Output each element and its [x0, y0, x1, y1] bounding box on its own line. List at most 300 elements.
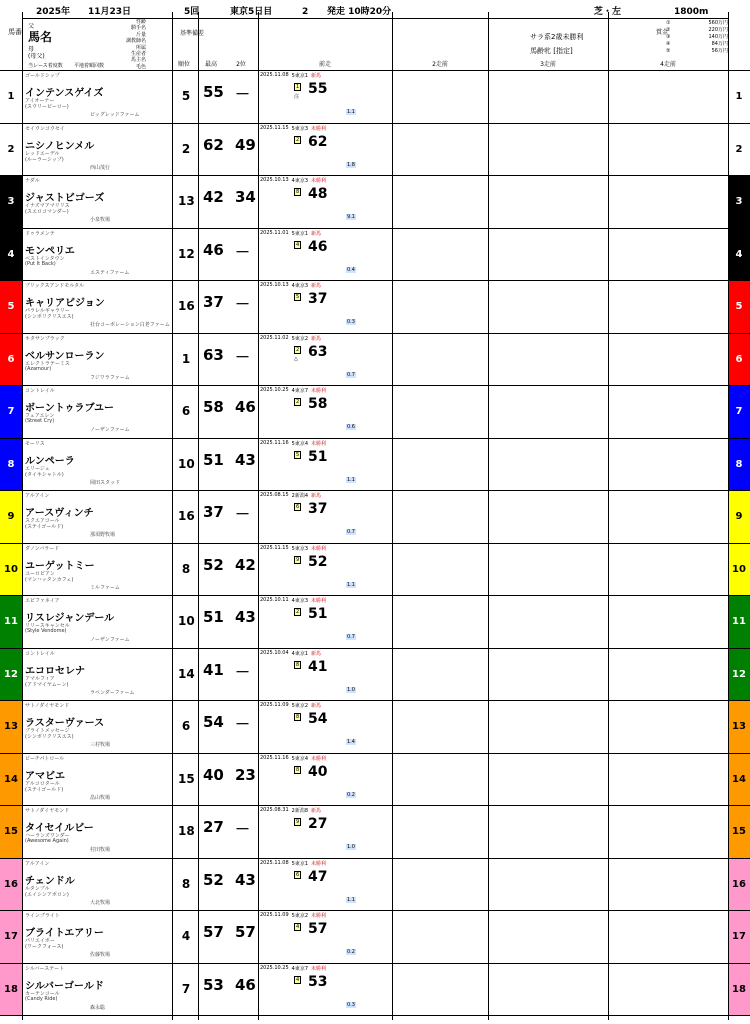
- umaban-left: 13: [0, 701, 22, 753]
- prev-figure: 52: [308, 553, 328, 570]
- dam-name: ベストインタウン: [25, 255, 65, 262]
- rank-value: 4: [181, 929, 191, 943]
- umaban-left: 7: [0, 386, 22, 438]
- col-sansomae: 3走前: [540, 61, 556, 68]
- prev-venue: 2新潟8: [291, 808, 309, 814]
- damsire-name: (Awesome Again): [25, 838, 69, 844]
- dam-name: リリースキャンセル: [25, 623, 70, 629]
- dam-name: カーテンコール: [25, 990, 60, 997]
- prev-position: 2: [296, 346, 300, 353]
- prize-label: 賞金: [656, 29, 669, 36]
- top-figure: 37: [203, 293, 224, 311]
- prev-venue: 4東京7: [291, 388, 309, 394]
- top-figure: 46: [203, 240, 224, 259]
- prev-race[interactable]: [260, 911, 390, 963]
- umaban-label: 馬番: [8, 28, 22, 36]
- col-second: 2位: [236, 61, 246, 68]
- col-zenso: 前走: [318, 61, 331, 68]
- horse-name[interactable]: ユーゲットミー: [25, 560, 95, 572]
- venue: 東京5日目: [230, 7, 273, 17]
- dam-name: アルコロタール: [25, 780, 60, 787]
- horse-row[interactable]: [0, 175, 750, 228]
- top-figure: 51: [203, 450, 224, 469]
- prev-race[interactable]: [260, 701, 390, 753]
- prev-figure: 51: [308, 606, 328, 622]
- race-number: 2: [302, 7, 309, 17]
- horse-name[interactable]: チェンドル: [25, 875, 75, 887]
- prev-odds: 1.8: [347, 161, 355, 168]
- kai: 5回: [184, 7, 200, 17]
- dam-name: ハーランズワンダー: [25, 833, 70, 839]
- umaban-left: 18: [0, 964, 22, 1016]
- horse-name[interactable]: モンペリエ: [25, 245, 75, 257]
- prev-figure: 55: [308, 81, 328, 97]
- prev-position: 6: [296, 871, 300, 878]
- horse-name[interactable]: ニシノヒンメル: [25, 140, 95, 152]
- prev-figure: 57: [308, 921, 328, 937]
- col-saikou: 最高: [204, 61, 217, 68]
- damsire-name: (アドマイヤムーン): [25, 681, 69, 688]
- prev-race-header: [260, 701, 390, 709]
- prev-position: 9: [296, 556, 300, 563]
- dam-name: エリージェ: [25, 465, 50, 472]
- prev-venue: 5東京2: [291, 703, 309, 709]
- owner-name: 西山茂行: [90, 164, 111, 171]
- prev-class: 新馬: [311, 283, 322, 289]
- damsire-name: (スエロコマンダー): [25, 209, 69, 215]
- race-name: サラ系2歳未勝利: [530, 33, 584, 41]
- prev-date: 2025.08.31: [260, 807, 289, 813]
- sire-name: コントレイル: [25, 650, 55, 657]
- owner-name: 大北牧場: [90, 899, 111, 906]
- second-figure: 34: [235, 188, 256, 206]
- prev-odds: 1.1: [347, 476, 355, 483]
- prev-class: 未勝利: [311, 598, 327, 604]
- umaban-right: 14: [728, 754, 750, 806]
- horse-row[interactable]: [0, 753, 750, 806]
- prev-class: 新馬: [311, 808, 322, 814]
- dam-name: ルタンブル: [25, 885, 50, 892]
- umaban-right: 4: [728, 229, 750, 281]
- horse-name[interactable]: アースヴィンチ: [25, 508, 94, 519]
- second-figure: －: [235, 715, 251, 733]
- second-figure: －: [235, 662, 251, 681]
- post-time: 発走 10時20分: [327, 7, 392, 17]
- rank-value: 15: [178, 771, 195, 786]
- chichi-label: 父: [28, 23, 35, 30]
- prev-race-header: [260, 544, 390, 552]
- grid-line: [608, 12, 609, 1020]
- top-figure: 57: [203, 923, 224, 941]
- umaban-left: 8: [0, 439, 22, 491]
- horse-row[interactable]: [0, 385, 750, 438]
- damsire-name: (エイシンアポロン): [25, 891, 69, 898]
- dam-name: アマルフィア: [25, 675, 55, 682]
- top-figure: 54: [203, 713, 224, 731]
- horse-name[interactable]: ジャストビゴーズ: [25, 193, 105, 204]
- grid-line: [258, 12, 259, 1020]
- date: 11月23日: [88, 7, 132, 17]
- second-figure: －: [235, 242, 251, 261]
- rank-value: 7: [181, 981, 191, 996]
- prev-race[interactable]: [260, 964, 390, 1016]
- prev-venue: 5東京4: [291, 755, 309, 762]
- prev-date: 2025.08.15: [260, 492, 289, 498]
- damsire-name: (Style Vendome): [25, 628, 67, 634]
- grid-line: [172, 12, 173, 1020]
- second-figure: －: [235, 505, 251, 523]
- prev-position: 5: [296, 294, 300, 300]
- dam-name: レッドエーデル: [25, 150, 60, 157]
- prev-date: 2025.11.09: [260, 912, 289, 918]
- prev-odds: 0.7: [347, 529, 355, 535]
- prev-date: 2025.11.15: [260, 124, 289, 131]
- prev-odds: 1.1: [347, 109, 355, 115]
- umaban-left: 2: [0, 124, 22, 176]
- damsire-name: (Put It Back): [25, 260, 56, 267]
- owner-name: ミルファーム: [90, 584, 120, 591]
- sire-name: アルアイン: [25, 860, 50, 867]
- prev-race[interactable]: [260, 281, 390, 333]
- prev-class: 未勝利: [311, 860, 327, 867]
- prev-race[interactable]: [260, 439, 390, 491]
- prev-position: 8: [296, 661, 300, 668]
- prev-venue: 4東京7: [291, 965, 309, 972]
- dam-name: ユーロピアン: [25, 570, 55, 577]
- prev-class: 未勝利: [311, 913, 327, 919]
- prev-date: 2025.11.09: [260, 702, 289, 708]
- rank-value: 16: [178, 509, 195, 523]
- prev-date: 2025.10.13: [260, 282, 289, 288]
- prev-race-header: [260, 596, 390, 604]
- umaban-left: 1: [0, 71, 22, 123]
- rank-value: 6: [181, 404, 191, 418]
- prev-date: 2025.10.13: [260, 177, 289, 183]
- horse-name[interactable]: シルバーゴールド: [25, 980, 104, 992]
- sire-name: ラインブライト: [25, 913, 60, 919]
- horse-row[interactable]: [0, 858, 750, 911]
- owner-name: 森永聡: [90, 1004, 106, 1011]
- second-figure: 43: [235, 450, 256, 469]
- horse-row[interactable]: [0, 700, 750, 753]
- prev-class: 未勝利: [311, 388, 327, 394]
- prev-race[interactable]: [260, 386, 390, 438]
- prev-race[interactable]: [260, 176, 390, 228]
- umaban-right: 6: [728, 334, 750, 386]
- prev-figure: 53: [308, 973, 328, 990]
- damsire-name: (ワークフォース): [25, 944, 64, 950]
- damsire-name: (タイキシャトル): [25, 471, 64, 478]
- umaban-left: 5: [0, 281, 22, 333]
- prev-date: 2025.10.11: [260, 597, 289, 603]
- damsire-name: (ルーラーシップ): [25, 156, 64, 163]
- top-figure: 42: [203, 188, 224, 206]
- owner-name: 三村牧場: [90, 742, 111, 748]
- horse-row[interactable]: [0, 490, 750, 543]
- top-figure: 58: [203, 398, 224, 416]
- horse-row[interactable]: [0, 123, 750, 176]
- prev-date: 2025.11.02: [260, 334, 289, 341]
- grid-line: [198, 12, 199, 1020]
- prev-figure: 62: [308, 133, 328, 150]
- dam-name: ブライトメッセージ: [25, 728, 70, 734]
- header-top-row: [22, 6, 728, 19]
- dam-name: フェアエレン: [25, 413, 55, 419]
- prev-date: 2025.11.16: [260, 754, 289, 761]
- prev-date: 2025.10.25: [260, 387, 289, 393]
- prev-class: 未勝利: [311, 178, 327, 184]
- prev-venue: 5東京3: [291, 545, 309, 552]
- horse-row[interactable]: [0, 333, 750, 386]
- prev-odds: 0.2: [347, 949, 355, 955]
- prev-figure: 48: [308, 186, 328, 202]
- haha-label: 母: [28, 46, 35, 53]
- prev-venue: 5東京1: [291, 230, 309, 237]
- horse-row[interactable]: [0, 963, 750, 1016]
- umaban-right: 18: [728, 964, 750, 1016]
- prev-race[interactable]: [260, 229, 390, 281]
- prev-race[interactable]: [260, 491, 390, 543]
- prev-race[interactable]: [260, 71, 390, 123]
- prev-odds: 0.6: [347, 424, 355, 430]
- prev-class: 未勝利: [311, 125, 327, 132]
- prev-venue: 4東京3: [291, 283, 309, 289]
- umaban-right: 12: [728, 649, 750, 701]
- damsire-name: (シンボリクリスエス): [25, 734, 74, 740]
- prev-figure: 37: [308, 291, 328, 307]
- second-figure: 46: [235, 398, 256, 416]
- sire-name: シルバーステート: [25, 965, 65, 972]
- prev-odds: 0.2: [347, 791, 355, 798]
- prev-race[interactable]: [260, 806, 390, 858]
- horse-name[interactable]: リスレジャンデール: [25, 613, 115, 624]
- col-label: 騎手名: [130, 25, 146, 32]
- owner-name: エスティファーム: [90, 269, 130, 276]
- prize-item: ③ 140万円: [666, 34, 728, 40]
- dam-name: パラレルギャラリー: [25, 308, 70, 314]
- umaban-left: 4: [0, 229, 22, 281]
- horse-name[interactable]: キャリアビジョン: [25, 298, 105, 309]
- prev-figure: 37: [308, 501, 328, 517]
- prev-figure: 47: [308, 868, 328, 885]
- prev-date: 2025.10.25: [260, 964, 289, 971]
- dam-name: アイオーナー: [25, 98, 55, 104]
- prev-venue: 5東京1: [291, 73, 309, 79]
- sire-name: ブリックスアンドモルタル: [25, 283, 85, 289]
- sire-name: キタサンブラック: [25, 335, 65, 342]
- damsire-name: (Azamour): [25, 365, 52, 372]
- rank-value: 14: [178, 666, 195, 681]
- prev-class: 新馬: [311, 493, 322, 499]
- prev-race-header: [260, 491, 390, 499]
- prev-figure: 54: [308, 711, 328, 727]
- prev-race[interactable]: [260, 544, 390, 596]
- prev-race[interactable]: [260, 124, 390, 176]
- second-figure: －: [235, 295, 251, 313]
- umaban-right: 9: [728, 491, 750, 543]
- top-figure: 52: [203, 555, 224, 574]
- horse-row[interactable]: [0, 595, 750, 648]
- prev-position: 1: [296, 84, 300, 90]
- table-bottom-border: [0, 1015, 750, 1016]
- prev-race-header: [260, 911, 390, 919]
- prev-venue: 5東京4: [291, 440, 309, 447]
- umaban-right: 10: [728, 544, 750, 596]
- sire-name: サトノダイヤモンド: [25, 703, 70, 709]
- prev-class: 新馬: [311, 335, 322, 342]
- horse-row[interactable]: [0, 805, 750, 858]
- horse-name[interactable]: ルンペーラ: [25, 455, 75, 467]
- prev-race[interactable]: [260, 649, 390, 701]
- horse-row[interactable]: [0, 910, 750, 963]
- prev-position: 2: [296, 136, 300, 143]
- prize-item: ① 560万円: [666, 20, 728, 26]
- prev-class: 新馬: [311, 230, 322, 237]
- umaban-right: 3: [728, 176, 750, 228]
- prev-date: 2025.11.16: [260, 439, 289, 446]
- umaban-left: 9: [0, 491, 22, 543]
- prev-results-label: 当レース着度数: [28, 63, 63, 69]
- top-figure: 41: [203, 660, 224, 679]
- sire-name: セイウンコウセイ: [25, 125, 65, 132]
- col-label: 生産者: [130, 51, 146, 58]
- prev-venue: 5東京2: [291, 913, 309, 919]
- prev-figure: 58: [308, 396, 328, 412]
- prev-figure: 51: [308, 448, 328, 465]
- prev-class: 未勝利: [311, 965, 327, 972]
- hahachichi-label: (母父): [28, 53, 45, 60]
- umaban-right: 11: [728, 596, 750, 648]
- col-nisomae: 2走前: [432, 61, 448, 68]
- prev-race-header: [260, 806, 390, 814]
- horse-row[interactable]: [0, 438, 750, 491]
- second-figure: －: [235, 347, 251, 366]
- owner-name: ラベンダーファーム: [90, 689, 135, 696]
- prev-odds: 1.0: [347, 686, 355, 693]
- prev-race-header: [260, 386, 390, 394]
- surface: 芝・左: [594, 7, 622, 17]
- sire-name: コントレイル: [25, 388, 55, 394]
- prev-venue: 5東京2: [291, 335, 309, 342]
- umaban-left: 12: [0, 649, 22, 701]
- prev-race[interactable]: [260, 859, 390, 911]
- prev-position: 9: [296, 819, 300, 825]
- owner-name: フジワラファーム: [90, 374, 130, 381]
- prev-position: 4: [296, 241, 300, 248]
- sire-name: エピファネイア: [25, 598, 60, 604]
- prev-date: 2025.11.08: [260, 859, 289, 866]
- damsire-name: (Street Cry): [25, 418, 55, 424]
- horse-row[interactable]: [0, 228, 750, 281]
- horse-name[interactable]: インテンスゲイズ: [25, 88, 104, 99]
- prev-race-header: [260, 754, 390, 762]
- prev-odds: 1.0: [347, 844, 355, 850]
- horse-name[interactable]: ボーントゥラブユー: [25, 403, 115, 414]
- prev-position: 6: [296, 504, 300, 510]
- second-figure: 43: [235, 608, 256, 626]
- rank-value: 2: [181, 141, 191, 156]
- bamei-label: 馬名: [28, 30, 53, 44]
- prev-venue: 2新潟4: [291, 493, 309, 499]
- horse-name[interactable]: タイセイルビー: [25, 823, 94, 834]
- prev-class: 新馬: [311, 650, 322, 657]
- sire-name: モーリス: [25, 440, 45, 447]
- prev-race-header: [260, 71, 390, 79]
- horse-name[interactable]: ブライトエアリー: [25, 928, 104, 939]
- distance: 1800m: [674, 7, 709, 17]
- second-figure: 46: [235, 975, 256, 994]
- owner-name: ノーザンファーム: [90, 427, 130, 433]
- damsire-name: (スウリーピーロー): [25, 104, 69, 110]
- prev-race[interactable]: [260, 596, 390, 648]
- horse-row[interactable]: [0, 543, 750, 596]
- horse-name[interactable]: エコロセレナ: [25, 665, 85, 677]
- horse-row[interactable]: [0, 648, 750, 701]
- top-figure: 40: [203, 765, 224, 784]
- prev-results-right: 平地着順回数: [74, 63, 105, 69]
- col-ninki: 順位: [177, 61, 190, 68]
- umaban-left: 11: [0, 596, 22, 648]
- prev-position: 4: [296, 976, 300, 983]
- owner-name: 岡田スタッド: [90, 479, 121, 486]
- prev-class: 未勝利: [311, 440, 327, 447]
- prev-class: 新馬: [311, 703, 322, 709]
- prev-position: 2: [296, 609, 300, 615]
- prev-odds: 0.7: [347, 371, 355, 378]
- prev-race[interactable]: [260, 334, 390, 386]
- prev-race-header: [260, 334, 390, 342]
- umaban-right: 8: [728, 439, 750, 491]
- horse-name[interactable]: ベルサンローラン: [25, 350, 105, 362]
- col-label: 毛色: [135, 63, 146, 70]
- horse-row[interactable]: [0, 280, 750, 333]
- top-figure: 55: [203, 83, 224, 101]
- prev-race-header: [260, 439, 390, 447]
- prev-race-header: [260, 859, 390, 867]
- prev-figure: 41: [308, 658, 328, 675]
- horse-name[interactable]: ラスターヴァース: [25, 718, 105, 729]
- second-figure: 43: [235, 870, 256, 889]
- prev-date: 2025.11.15: [260, 544, 289, 551]
- prev-odds: 1.1: [347, 896, 355, 903]
- top-figure: 63: [203, 345, 224, 364]
- rank-value: 13: [178, 194, 195, 208]
- rank-value: 6: [181, 719, 191, 733]
- prev-position: 2: [296, 399, 300, 405]
- prev-race[interactable]: [260, 754, 390, 806]
- prev-figure: 63: [308, 343, 328, 360]
- top-figure: 51: [203, 608, 224, 626]
- dam-name: エレクトラテーミス: [25, 360, 70, 367]
- umaban-right: 15: [728, 806, 750, 858]
- horse-row[interactable]: [0, 70, 750, 123]
- prev-venue: 4東京3: [291, 598, 309, 604]
- rank-value: 10: [178, 614, 195, 628]
- umaban-right: 1: [728, 71, 750, 123]
- horse-name[interactable]: アマビエ: [25, 770, 65, 782]
- umaban-right: 7: [728, 386, 750, 438]
- prev-odds: 0.4: [347, 266, 355, 273]
- prev-position: 8: [296, 766, 300, 773]
- dam-name: イナズマアマリリス: [25, 203, 70, 209]
- owner-name: 社台コーポレーション白老ファーム: [90, 322, 170, 328]
- col-label: 調教師名: [125, 38, 146, 45]
- prev-race-header: [260, 649, 390, 657]
- damsire-name: (シンボリクリスエス): [25, 314, 74, 320]
- grid-line: [488, 12, 489, 1020]
- prev-class: 未勝利: [311, 545, 327, 552]
- sire-name: ナダル: [25, 178, 40, 184]
